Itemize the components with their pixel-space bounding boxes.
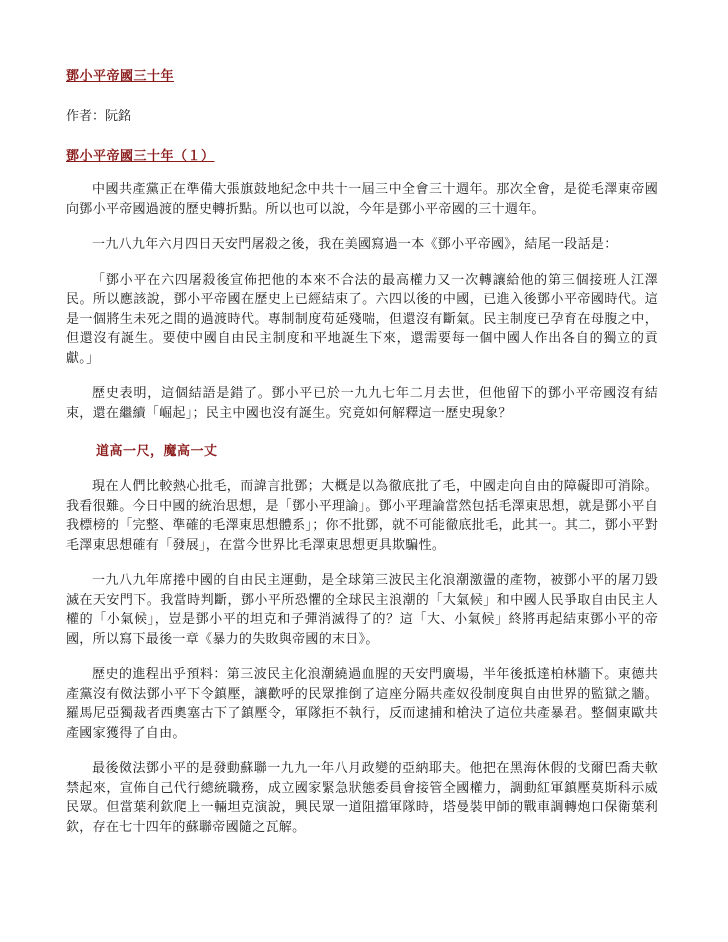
document-page	[66, 68, 658, 837]
paragraph: 最後傚法鄧小平的是發動蘇聯一九九一年八月政變的亞納耶夫。他把在黑海休假的戈爾巴喬夫軟禁起來，宣佈自己代行總統職務，成立國家緊急狀態委員會接管全國權力，調動紅軍鎮壓莫斯科示威民眾。但當葉利欽爬上一輛坦克演說，興民眾一道阻擋軍隊時，塔曼裝甲師的戰車調轉炮口保衛葉利欽，存在七十四年的蘇聯帝國隨之瓦解。	[66, 761, 658, 835]
section-heading: 道高一尺，魔高一丈	[96, 444, 218, 459]
paragraph: 歷史的進程出乎預料：第三波民主化浪潮繞過血腥的天安門廣場，半年後抵達柏林牆下。東德共產黨沒有傚法鄧小平下令鎮壓，讓歡呼的民眾推倒了這座分隔共產奴役制度與自由世界的監獄之牆。羅馬尼亞獨裁者西奧塞古下了鎮壓令，軍隊拒不執行，反而逮捕和槍決了這位共產暴君。整個東歐共產國家獲得了自由。	[66, 667, 658, 741]
author-line: 作者：阮銘	[66, 109, 132, 124]
paragraph: 歷史表明，這個結語是錯了。鄧小平已於一九九七年二月去世，但他留下的鄧小平帝國沒有結束，還在繼續「崛起」；民主中國也沒有誕生。究竟如何解釋這一歷史現象？	[66, 386, 658, 421]
paragraph: 現在人們比較熱心批毛，而諱言批鄧；大概是以為徹底批了毛，中國走向自由的障礙即可消除。我看很難。今日中國的統治思想，是「鄧小平理論」。鄧小平理論當然包括毛澤東思想，就是鄧小平自我標榜的「完整、準確的毛澤東思想體系」；你不批鄧，就不可能徹底批毛，此其一。其二，鄧小平對毛澤東思想確有「發展」，在當今世界比毛澤東思想更具欺騙性。	[66, 479, 659, 553]
paragraph: 一九八九年六月四日天安門屠殺之後，我在美國寫過一本《鄧小平帝國》，結尾一段話是：	[92, 237, 618, 252]
document-title: 鄧小平帝國三十年	[66, 69, 175, 84]
quoted-paragraph: 「鄧小平在六四屠殺後宣佈把他的本來不合法的最高權力又一次轉讓給他的第三個接班人江澤民。所以應該說，鄧小平帝國在歷史上已經結束了。六四以後的中國，已進入後鄧小平帝國時代。這是一個將生未死之間的過渡時代。專制制度苟延殘喘，但還沒有斷氣。民主制度已孕育在母腹之中，但還沒有誕生。要使中國自由民主制度和平地誕生下來，還需要每一個中國人作出各自的獨立的貢獻。」	[66, 272, 658, 366]
paragraph: 中國共產黨正在準備大張旗鼓地紀念中共十一屆三中全會三十週年。那次全會，是從毛澤東帝國向鄧小平帝國過渡的歷史轉折點。所以也可以說，今年是鄧小平帝國的三十週年。	[66, 182, 658, 217]
chapter-subtitle: 鄧小平帝國三十年（１）	[66, 149, 215, 164]
paragraph: 一九八九年席捲中國的自由民主運動，是全球第三波民主化浪潮激盪的產物，被鄧小平的屠刀毀滅在天安門下。我當時判斷，鄧小平所恐懼的全球民主浪潮的「大氣候」和中國人民爭取自由民主人權的「小氣候」，豈是鄧小平的坦克和子彈消滅得了的？這「大、小氣候」終將再起結束鄧小平的帝國，所以寫下最後一章《暴力的失敗與帝國的末日》。	[66, 573, 658, 647]
